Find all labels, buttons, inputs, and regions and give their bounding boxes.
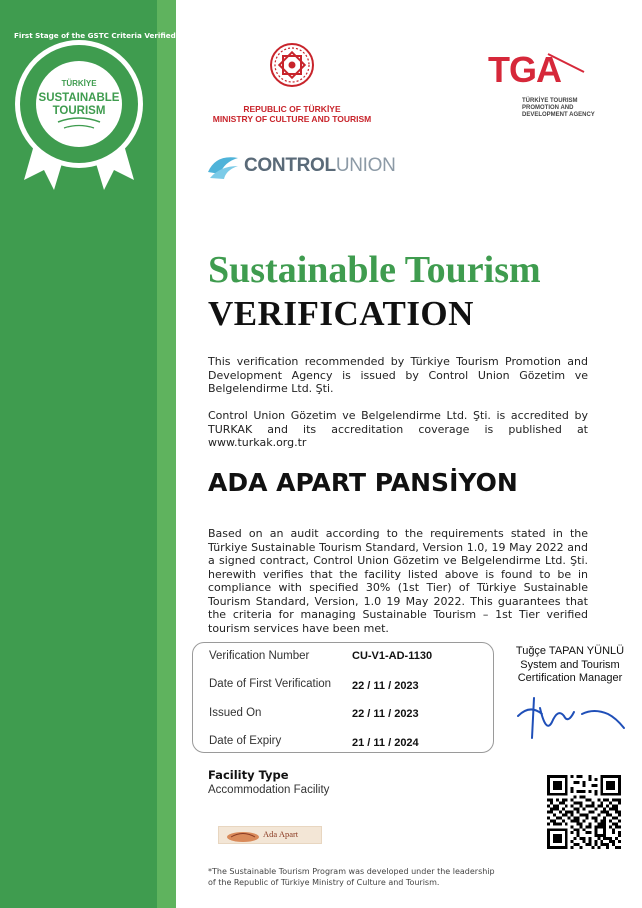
control-union-wave-icon bbox=[206, 152, 240, 180]
badge-country: TÜRKİYE bbox=[61, 79, 97, 88]
detail-label: Date of First Verification bbox=[209, 678, 332, 690]
ada-apart-mark-icon bbox=[223, 828, 263, 844]
facility-name: ADA APART PANSİYON bbox=[208, 468, 518, 497]
qr-code[interactable] bbox=[547, 775, 621, 849]
verification-number: CU-V1-AD-1130 bbox=[352, 650, 433, 662]
control-union-text: CONTROLUNION bbox=[244, 155, 396, 176]
detail-row bbox=[209, 678, 493, 694]
tga-sub2: PROMOTION AND bbox=[522, 105, 574, 111]
footnote bbox=[208, 867, 495, 888]
facility-type-label: Facility Type bbox=[208, 768, 289, 782]
tga-sub1: TÜRKİYE TOURISM bbox=[522, 98, 578, 104]
signer-title1: System and Tourism bbox=[520, 658, 620, 671]
tga-subtitle bbox=[522, 98, 595, 119]
ada-apart-logo bbox=[218, 826, 322, 844]
detail-row bbox=[209, 650, 493, 666]
ministry-line1: REPUBLIC OF TÜRKİYE bbox=[243, 104, 341, 114]
detail-label: Issued On bbox=[209, 707, 262, 719]
audit-paragraph: Based on an audit according to the requirements stated in the Türkiye Sustainable Tourism Standard, Version 1.0, 19 May 2022 and a signed contract, Control Union Gözetim ve Belgelendirme Ltd. Şti. herewith verifies that the facility listed above is found to be in compliance with specified 30% (1st Tier) of Türkiye Sustainable Tourism Standard, Version, 1.0 19 May 2022. This guarantees that the criteria for managing Sustainable Tourism – 1st Tier verified tourism services have been met. bbox=[208, 527, 588, 635]
detail-row bbox=[209, 735, 493, 751]
tga-logo-text: TGA bbox=[488, 49, 561, 90]
title-verification: VERIFICATION bbox=[208, 294, 474, 333]
expiry-date: 21 / 11 / 2024 bbox=[352, 737, 419, 749]
signature-image bbox=[512, 694, 632, 742]
tga-wordmark-icon bbox=[486, 48, 586, 90]
title-sustainable-tourism: Sustainable Tourism bbox=[208, 249, 541, 291]
accreditation-paragraph: Control Union Gözetim ve Belgelendirme Ltd. Şti. is accredited by TURKAK and its accreditation coverage is published at www.turkak.org.tr bbox=[208, 409, 588, 449]
badge-line2: TOURISM bbox=[52, 105, 106, 117]
signer-block bbox=[506, 645, 634, 686]
badge-arc-text: First Stage of the GSTC Criteria Verified bbox=[14, 31, 176, 40]
footnote-line1: *The Sustainable Tourism Program was developed under the leadership bbox=[208, 867, 495, 876]
control-union-logo bbox=[206, 152, 406, 182]
first-verification-date: 22 / 11 / 2023 bbox=[352, 680, 419, 692]
ministry-line2: MINISTRY OF CULTURE AND TOURISM bbox=[212, 114, 372, 124]
tga-logo bbox=[486, 48, 626, 128]
badge-line1: SUSTAINABLE bbox=[38, 92, 120, 104]
footnote-line2: of the Republic of Türkiye Ministry of Culture and Tourism. bbox=[208, 877, 440, 887]
intro-paragraph: This verification recommended by Türkiye Tourism Promotion and Development Agency is issued by Control Union Gözetim ve Belgelendirme Ltd. Şti. bbox=[208, 355, 588, 395]
turkak-link[interactable]: www.turkak.org.tr bbox=[208, 436, 307, 449]
detail-row bbox=[209, 707, 493, 723]
signer-title2: Certification Manager bbox=[517, 672, 623, 684]
verification-details-box bbox=[192, 642, 494, 753]
facility-type-value: Accommodation Facility bbox=[208, 784, 330, 796]
issued-on-date: 22 / 11 / 2023 bbox=[352, 708, 419, 720]
ada-apart-logo-text: Ada Apart bbox=[263, 829, 299, 839]
sustainable-tourism-badge bbox=[14, 31, 176, 198]
left-light-green-stripe bbox=[157, 0, 176, 908]
detail-label: Verification Number bbox=[209, 650, 310, 662]
ministry-logo bbox=[204, 42, 380, 132]
tga-sub3: DEVELOPMENT AGENCY bbox=[522, 112, 595, 118]
signer-name: Tuğçe TAPAN YÜNLÜ bbox=[515, 645, 625, 657]
detail-label: Date of Expiry bbox=[209, 735, 282, 747]
ministry-emblem-icon bbox=[262, 42, 322, 90]
